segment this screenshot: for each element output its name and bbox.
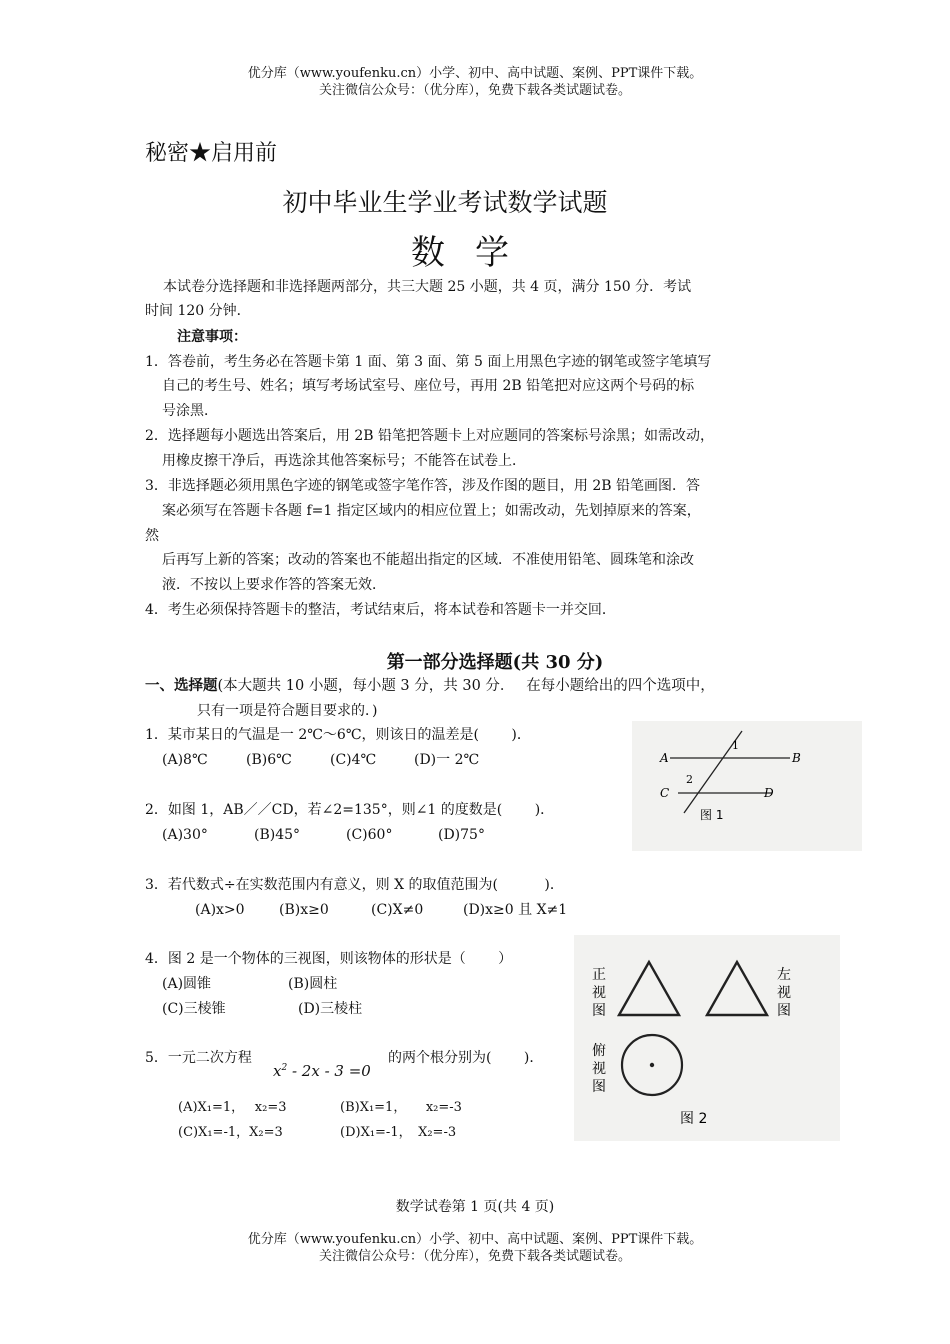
secret-label: 秘密★启用前 — [145, 141, 278, 166]
equation-exp: 2 — [281, 1063, 288, 1073]
page-number: 数学试卷第 1 页(共 4 页) — [395, 1199, 555, 1215]
figure-1 — [632, 721, 862, 851]
question-1-stem: 1．某市某日的气温是一 2℃～6℃，则该日的温差是( )． — [145, 727, 531, 743]
figure-2-drawing — [574, 935, 840, 1141]
label-angle-1: 1 — [732, 739, 739, 752]
left-view-char-1: 左 — [777, 967, 791, 983]
question-5-options-row-1 — [178, 1099, 462, 1117]
top-view-label — [592, 1043, 610, 1095]
equation-var: x — [273, 1062, 282, 1080]
top-view-char-1: 俯 — [592, 1043, 606, 1059]
left-view-char-3: 图 — [777, 1003, 791, 1019]
intro-line-1: 本试卷分选择题和非选择题两部分，共三大题 25 小题，共 4 页，满分 150 分．考试 — [163, 279, 692, 295]
top-view-char-3: 图 — [592, 1079, 606, 1095]
option-d: (D)三棱柱 — [298, 1001, 363, 1017]
label-d: D — [764, 786, 774, 800]
equation-rest: - 2x - 3 =0 — [287, 1062, 371, 1080]
option-c: (C)X₁=-1，X₂=3 — [178, 1125, 283, 1140]
notice-line: 4．考生必须保持答题卡的整洁，考试结束后，将本试卷和答题卡一并交回． — [145, 602, 616, 618]
option-c: (C)60° — [346, 827, 393, 843]
option-c: (C)4℃ — [330, 752, 377, 768]
option-a: (A)x>0 — [195, 902, 245, 918]
notice-line: 2．选择题每小题选出答案后，用 2B 铅笔把答题卡上对应题同的答案标号涂黑；如需改动， — [145, 428, 715, 444]
notice-line: 自己的考生号、姓名；填写考场试室号、座位号，再用 2B 铅笔把对应这两个号码的标 — [162, 378, 695, 394]
question-4-options-row-1 — [162, 975, 337, 993]
option-d: (D)X₁=-1， X₂=-3 — [340, 1125, 457, 1140]
option-b: (B)45° — [254, 827, 301, 843]
label-c: C — [660, 786, 670, 800]
question-4-options-row-2 — [162, 1000, 362, 1018]
notice-line: 然 — [145, 528, 159, 544]
figure-1-drawing — [632, 721, 862, 851]
label-angle-2: 2 — [686, 773, 693, 786]
part1-desc-1: (本大题共 10 小题，每小题 3 分，共 30 分． 在每小题给出的四个选项中， — [217, 678, 715, 694]
question-1-options — [162, 751, 479, 769]
section-heading: 第一部分选择题(共 30 分) — [386, 652, 604, 673]
part1-desc-2: 只有一项是符合题目要求的．) — [197, 703, 378, 719]
option-b: (B)X₁=1， x₂=-3 — [340, 1100, 462, 1115]
option-a: (A)X₁=1， x₂=3 — [178, 1100, 287, 1115]
part1-desc — [145, 677, 715, 695]
left-view-label — [777, 967, 795, 1019]
option-b: (B)6℃ — [246, 752, 292, 768]
option-d: (D)x≥0 且 X≠1 — [463, 902, 568, 918]
header-line-1: 优分库（www.youfenku.cn）小学、初中、高中试题、案例、PPT课件下载。 — [247, 66, 703, 81]
left-view-triangle — [707, 962, 767, 1015]
notice-title: 注意事项： — [177, 329, 247, 345]
question-5-stem-after: 的两个根分别为( )． — [388, 1050, 544, 1066]
option-c: (C)三棱锥 — [162, 1001, 226, 1017]
label-b: B — [792, 751, 801, 765]
front-view-char-1: 正 — [592, 967, 606, 983]
notice-line: 3．非选择题必须用黑色字迹的钢笔或签字笔作答，涉及作图的题目，用 2B 铅笔画图．答 — [145, 478, 701, 494]
top-view-char-2: 视 — [592, 1061, 606, 1077]
part1-label: 一、选择题 — [145, 677, 218, 694]
question-4-stem: 4．图 2 是一个物体的三视图，则该物体的形状是（ ） — [145, 951, 513, 967]
question-5-stem-before: 5．一元二次方程 — [145, 1050, 252, 1066]
notice-line: 1．答卷前，考生务必在答题卡第 1 面、第 3 面、第 5 面上用黑色字迹的钢笔或签字笔填写 — [145, 354, 712, 370]
subject-title: 数学 — [411, 233, 539, 273]
option-d: (D)75° — [438, 827, 485, 843]
figure-2-caption: 图 2 — [680, 1111, 708, 1127]
front-view-triangle — [619, 962, 679, 1015]
figure-2 — [574, 935, 840, 1141]
option-b: (B)圆柱 — [288, 976, 338, 992]
notice-line: 案必须写在答题卡各题 f=1 指定区域内的相应位置上；如需改动，先划掉原来的答案， — [162, 503, 701, 519]
left-view-char-2: 视 — [777, 985, 791, 1001]
equation — [273, 1062, 371, 1080]
option-b: (B)x≥0 — [279, 902, 329, 918]
option-c: (C)X≠0 — [371, 902, 424, 918]
question-2-options — [162, 826, 485, 844]
exam-title: 初中毕业生学业考试数学试题 — [282, 188, 608, 217]
option-a: (A)圆锥 — [162, 976, 212, 992]
question-3-options — [195, 901, 567, 919]
label-a: A — [660, 751, 669, 765]
option-a: (A)8℃ — [162, 752, 208, 768]
header-line-2: 关注微信公众号：（优分库），免费下载各类试题试卷。 — [318, 83, 631, 98]
notice-line: 用橡皮擦干净后，再选涂其他答案标号；不能答在试卷上． — [162, 453, 526, 469]
notice-line: 后再写上新的答案；改动的答案也不能超出指定的区域．不准使用铅笔、圆珠笔和涂改 — [162, 552, 694, 568]
question-2-stem: 2．如图 1，AB／／CD，若∠2=135°，则∠1 的度数是( )． — [145, 802, 555, 818]
question-3-stem: 3．若代数式÷在实数范围内有意义，则 X 的取值范围为( )． — [145, 877, 564, 893]
notice-line: 号涂黑． — [162, 403, 218, 419]
question-5-options-row-2 — [178, 1124, 456, 1142]
option-d: (D)一 2℃ — [414, 752, 480, 768]
front-view-char-2: 视 — [592, 985, 606, 1001]
figure-1-caption: 图 1 — [700, 808, 724, 822]
top-view-center — [650, 1063, 654, 1067]
footer-line-1: 优分库（www.youfenku.cn）小学、初中、高中试题、案例、PPT课件下载。 — [247, 1232, 703, 1247]
intro-line-2: 时间 120 分钟． — [145, 303, 251, 319]
option-a: (A)30° — [162, 827, 208, 843]
front-view-char-3: 图 — [592, 1003, 606, 1019]
notice-line: 液．不按以上要求作答的答案无效． — [162, 577, 386, 593]
footer-line-2: 关注微信公众号：（优分库），免费下载各类试题试卷。 — [318, 1249, 631, 1264]
front-view-label — [592, 967, 610, 1019]
